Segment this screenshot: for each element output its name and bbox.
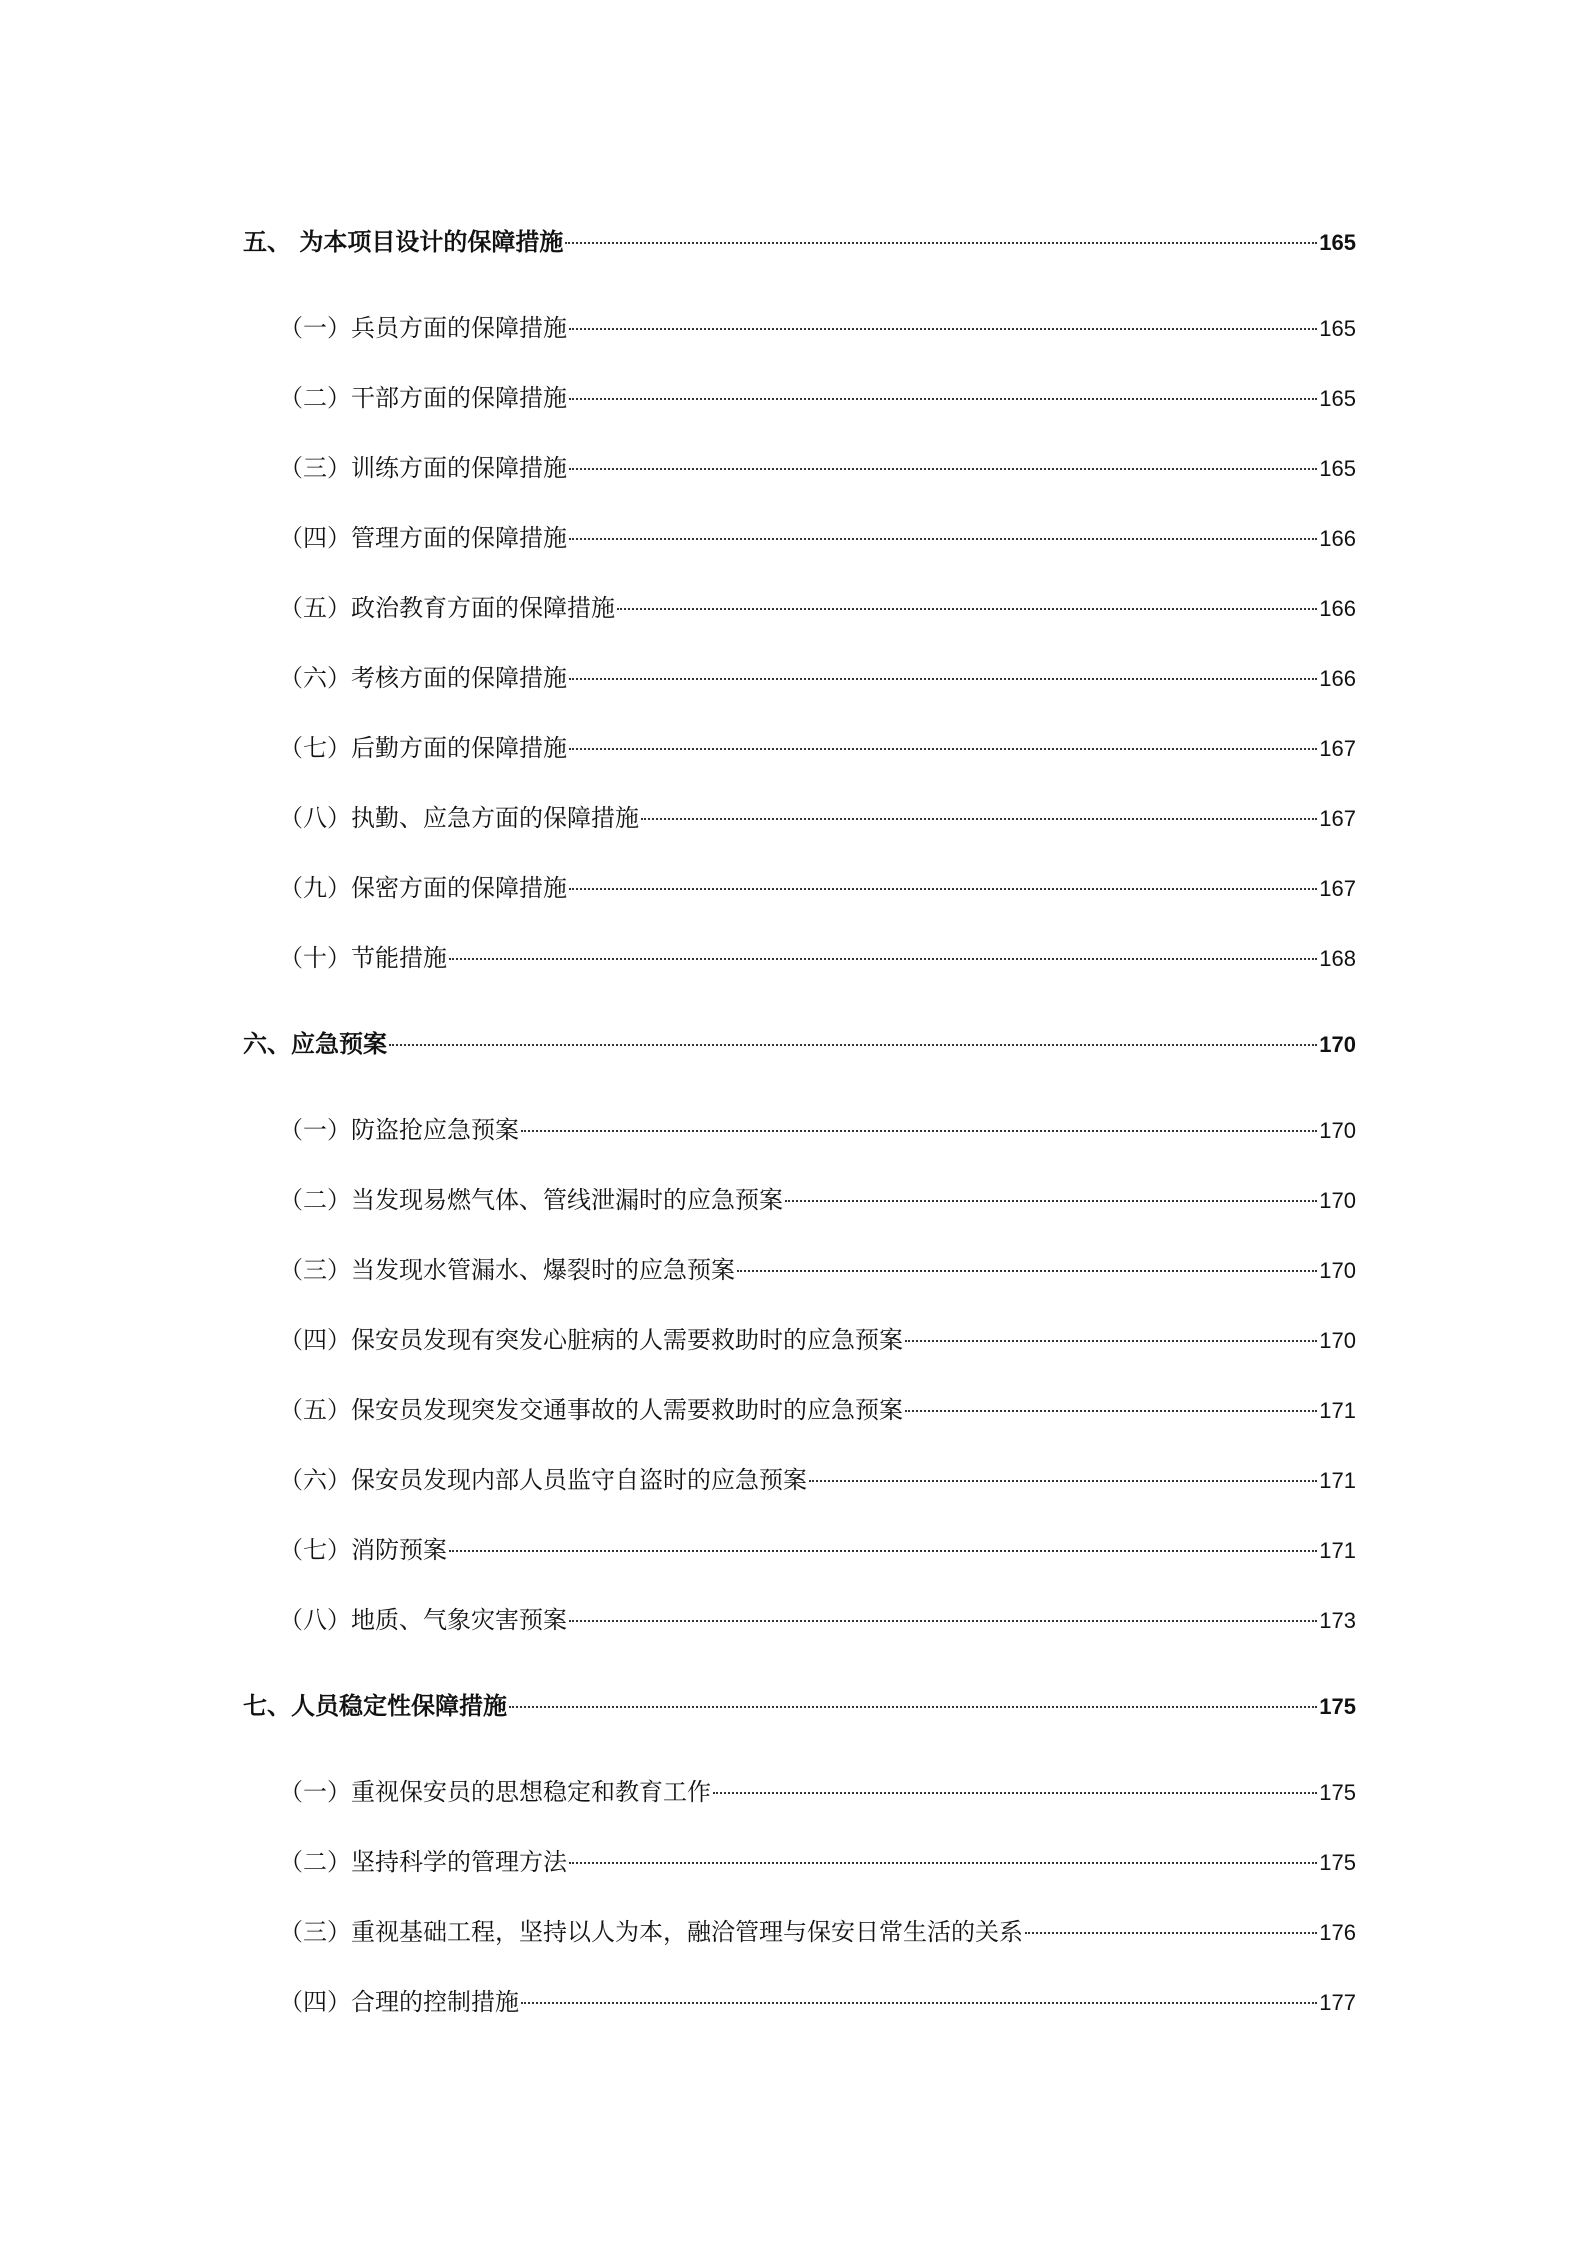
leader-dots: [905, 1340, 1317, 1342]
leader-dots: [737, 1270, 1317, 1272]
leader-dots: [521, 2002, 1317, 2004]
toc-item-title: （三）当发现水管漏水、爆裂时的应急预案: [279, 1256, 735, 1284]
toc-item-title: （一）兵员方面的保障措施: [279, 314, 567, 342]
leader-dots: [569, 328, 1317, 330]
toc-item-title: （一）防盗抢应急预案: [279, 1116, 519, 1144]
toc-item-title: （四）保安员发现有突发心脏病的人需要救助时的应急预案: [279, 1326, 903, 1354]
leader-dots: [809, 1480, 1317, 1482]
leader-dots: [521, 1130, 1317, 1132]
toc-item-title: （二）干部方面的保障措施: [279, 384, 567, 412]
toc-item[interactable]: [243, 1842, 1356, 1877]
toc-item[interactable]: [243, 1250, 1356, 1285]
toc-item-title: （一）重视保安员的思想稳定和教育工作: [279, 1778, 711, 1806]
toc-item-title: （八）执勤、应急方面的保障措施: [279, 804, 639, 832]
toc-page-number: 165: [1319, 230, 1356, 255]
toc-item[interactable]: [243, 1982, 1356, 2017]
toc-item[interactable]: [243, 728, 1356, 763]
toc-item-title: （四）合理的控制措施: [279, 1988, 519, 2016]
toc-section-title: 七、人员稳定性保障措施: [243, 1691, 507, 1720]
toc-page-number: 168: [1319, 946, 1356, 971]
toc-page-number: 173: [1319, 1608, 1356, 1633]
toc-item-title: （六）考核方面的保障措施: [279, 664, 567, 692]
toc-page-number: 167: [1319, 876, 1356, 901]
toc-item[interactable]: [243, 1530, 1356, 1565]
toc-item-title: （三）重视基础工程，坚持以人为本，融洽管理与保安日常生活的关系: [279, 1918, 1023, 1946]
toc-item[interactable]: [243, 1600, 1356, 1635]
toc-item-title: （七）消防预案: [279, 1536, 447, 1564]
toc-page-number: 171: [1319, 1398, 1356, 1423]
toc-item-title: （四）管理方面的保障措施: [279, 524, 567, 552]
toc-page-number: 166: [1319, 596, 1356, 621]
toc-section-6[interactable]: [243, 1024, 1356, 1059]
toc-item-title: （八）地质、气象灾害预案: [279, 1606, 567, 1634]
toc-item[interactable]: [243, 1320, 1356, 1355]
toc-item-title: （十）节能措施: [279, 944, 447, 972]
toc-page-number: 177: [1319, 1990, 1356, 2015]
toc-item[interactable]: [243, 588, 1356, 623]
leader-dots: [509, 1706, 1317, 1708]
toc-item[interactable]: [243, 378, 1356, 413]
toc-item[interactable]: [243, 308, 1356, 343]
leader-dots: [569, 748, 1317, 750]
toc-page-number: 165: [1319, 386, 1356, 411]
leader-dots: [617, 608, 1317, 610]
leader-dots: [569, 468, 1317, 470]
toc-page-number: 171: [1319, 1468, 1356, 1493]
toc-page-number: 170: [1319, 1118, 1356, 1143]
toc-page-number: 170: [1319, 1328, 1356, 1353]
toc-item[interactable]: [243, 868, 1356, 903]
toc-page-number: 176: [1319, 1920, 1356, 1945]
toc-page-number: 165: [1319, 316, 1356, 341]
leader-dots: [389, 1044, 1317, 1046]
toc-section-5[interactable]: [243, 222, 1356, 257]
toc-page-number: 165: [1319, 456, 1356, 481]
toc-page-number: 170: [1319, 1032, 1356, 1057]
toc-item[interactable]: [243, 1460, 1356, 1495]
toc-item[interactable]: [243, 798, 1356, 833]
toc-item-title: （二）当发现易燃气体、管线泄漏时的应急预案: [279, 1186, 783, 1214]
toc-page-number: 166: [1319, 526, 1356, 551]
toc-item[interactable]: [243, 658, 1356, 693]
toc-item[interactable]: [243, 1180, 1356, 1215]
leader-dots: [713, 1792, 1317, 1794]
leader-dots: [569, 888, 1317, 890]
toc-page-number: 175: [1319, 1850, 1356, 1875]
toc-section-title: 六、应急预案: [243, 1029, 387, 1058]
leader-dots: [569, 1620, 1317, 1622]
toc-section-7[interactable]: [243, 1686, 1356, 1721]
toc-page-number: 167: [1319, 806, 1356, 831]
leader-dots: [449, 958, 1317, 960]
leader-dots: [569, 538, 1317, 540]
leader-dots: [449, 1550, 1317, 1552]
toc-item[interactable]: [243, 518, 1356, 553]
toc-item[interactable]: [243, 448, 1356, 483]
toc-item[interactable]: [243, 1110, 1356, 1145]
toc-item-title: （三）训练方面的保障措施: [279, 454, 567, 482]
toc-page-number: 171: [1319, 1538, 1356, 1563]
toc-item-title: （九）保密方面的保障措施: [279, 874, 567, 902]
toc-item[interactable]: [243, 1390, 1356, 1425]
toc-item-title: （六）保安员发现内部人员监守自盗时的应急预案: [279, 1466, 807, 1494]
leader-dots: [905, 1410, 1317, 1412]
toc-page-number: 170: [1319, 1188, 1356, 1213]
toc-item-title: （七）后勤方面的保障措施: [279, 734, 567, 762]
leader-dots: [569, 1862, 1317, 1864]
toc-item-title: （五）保安员发现突发交通事故的人需要救助时的应急预案: [279, 1396, 903, 1424]
toc-page-number: 166: [1319, 666, 1356, 691]
toc-page-number: 175: [1319, 1694, 1356, 1719]
toc-page-number: 170: [1319, 1258, 1356, 1283]
toc-item-title: （五）政治教育方面的保障措施: [279, 594, 615, 622]
toc-item[interactable]: [243, 938, 1356, 973]
toc-page-number: 167: [1319, 736, 1356, 761]
leader-dots: [569, 398, 1317, 400]
leader-dots: [785, 1200, 1317, 1202]
toc-section-title: 五、 为本项目设计的保障措施: [243, 227, 564, 256]
toc-item[interactable]: [243, 1912, 1356, 1947]
leader-dots: [641, 818, 1317, 820]
leader-dots: [1025, 1932, 1317, 1934]
leader-dots: [565, 242, 1317, 244]
leader-dots: [569, 678, 1317, 680]
toc-page-number: 175: [1319, 1780, 1356, 1805]
toc-item-title: （二）坚持科学的管理方法: [279, 1848, 567, 1876]
toc-item[interactable]: [243, 1772, 1356, 1807]
